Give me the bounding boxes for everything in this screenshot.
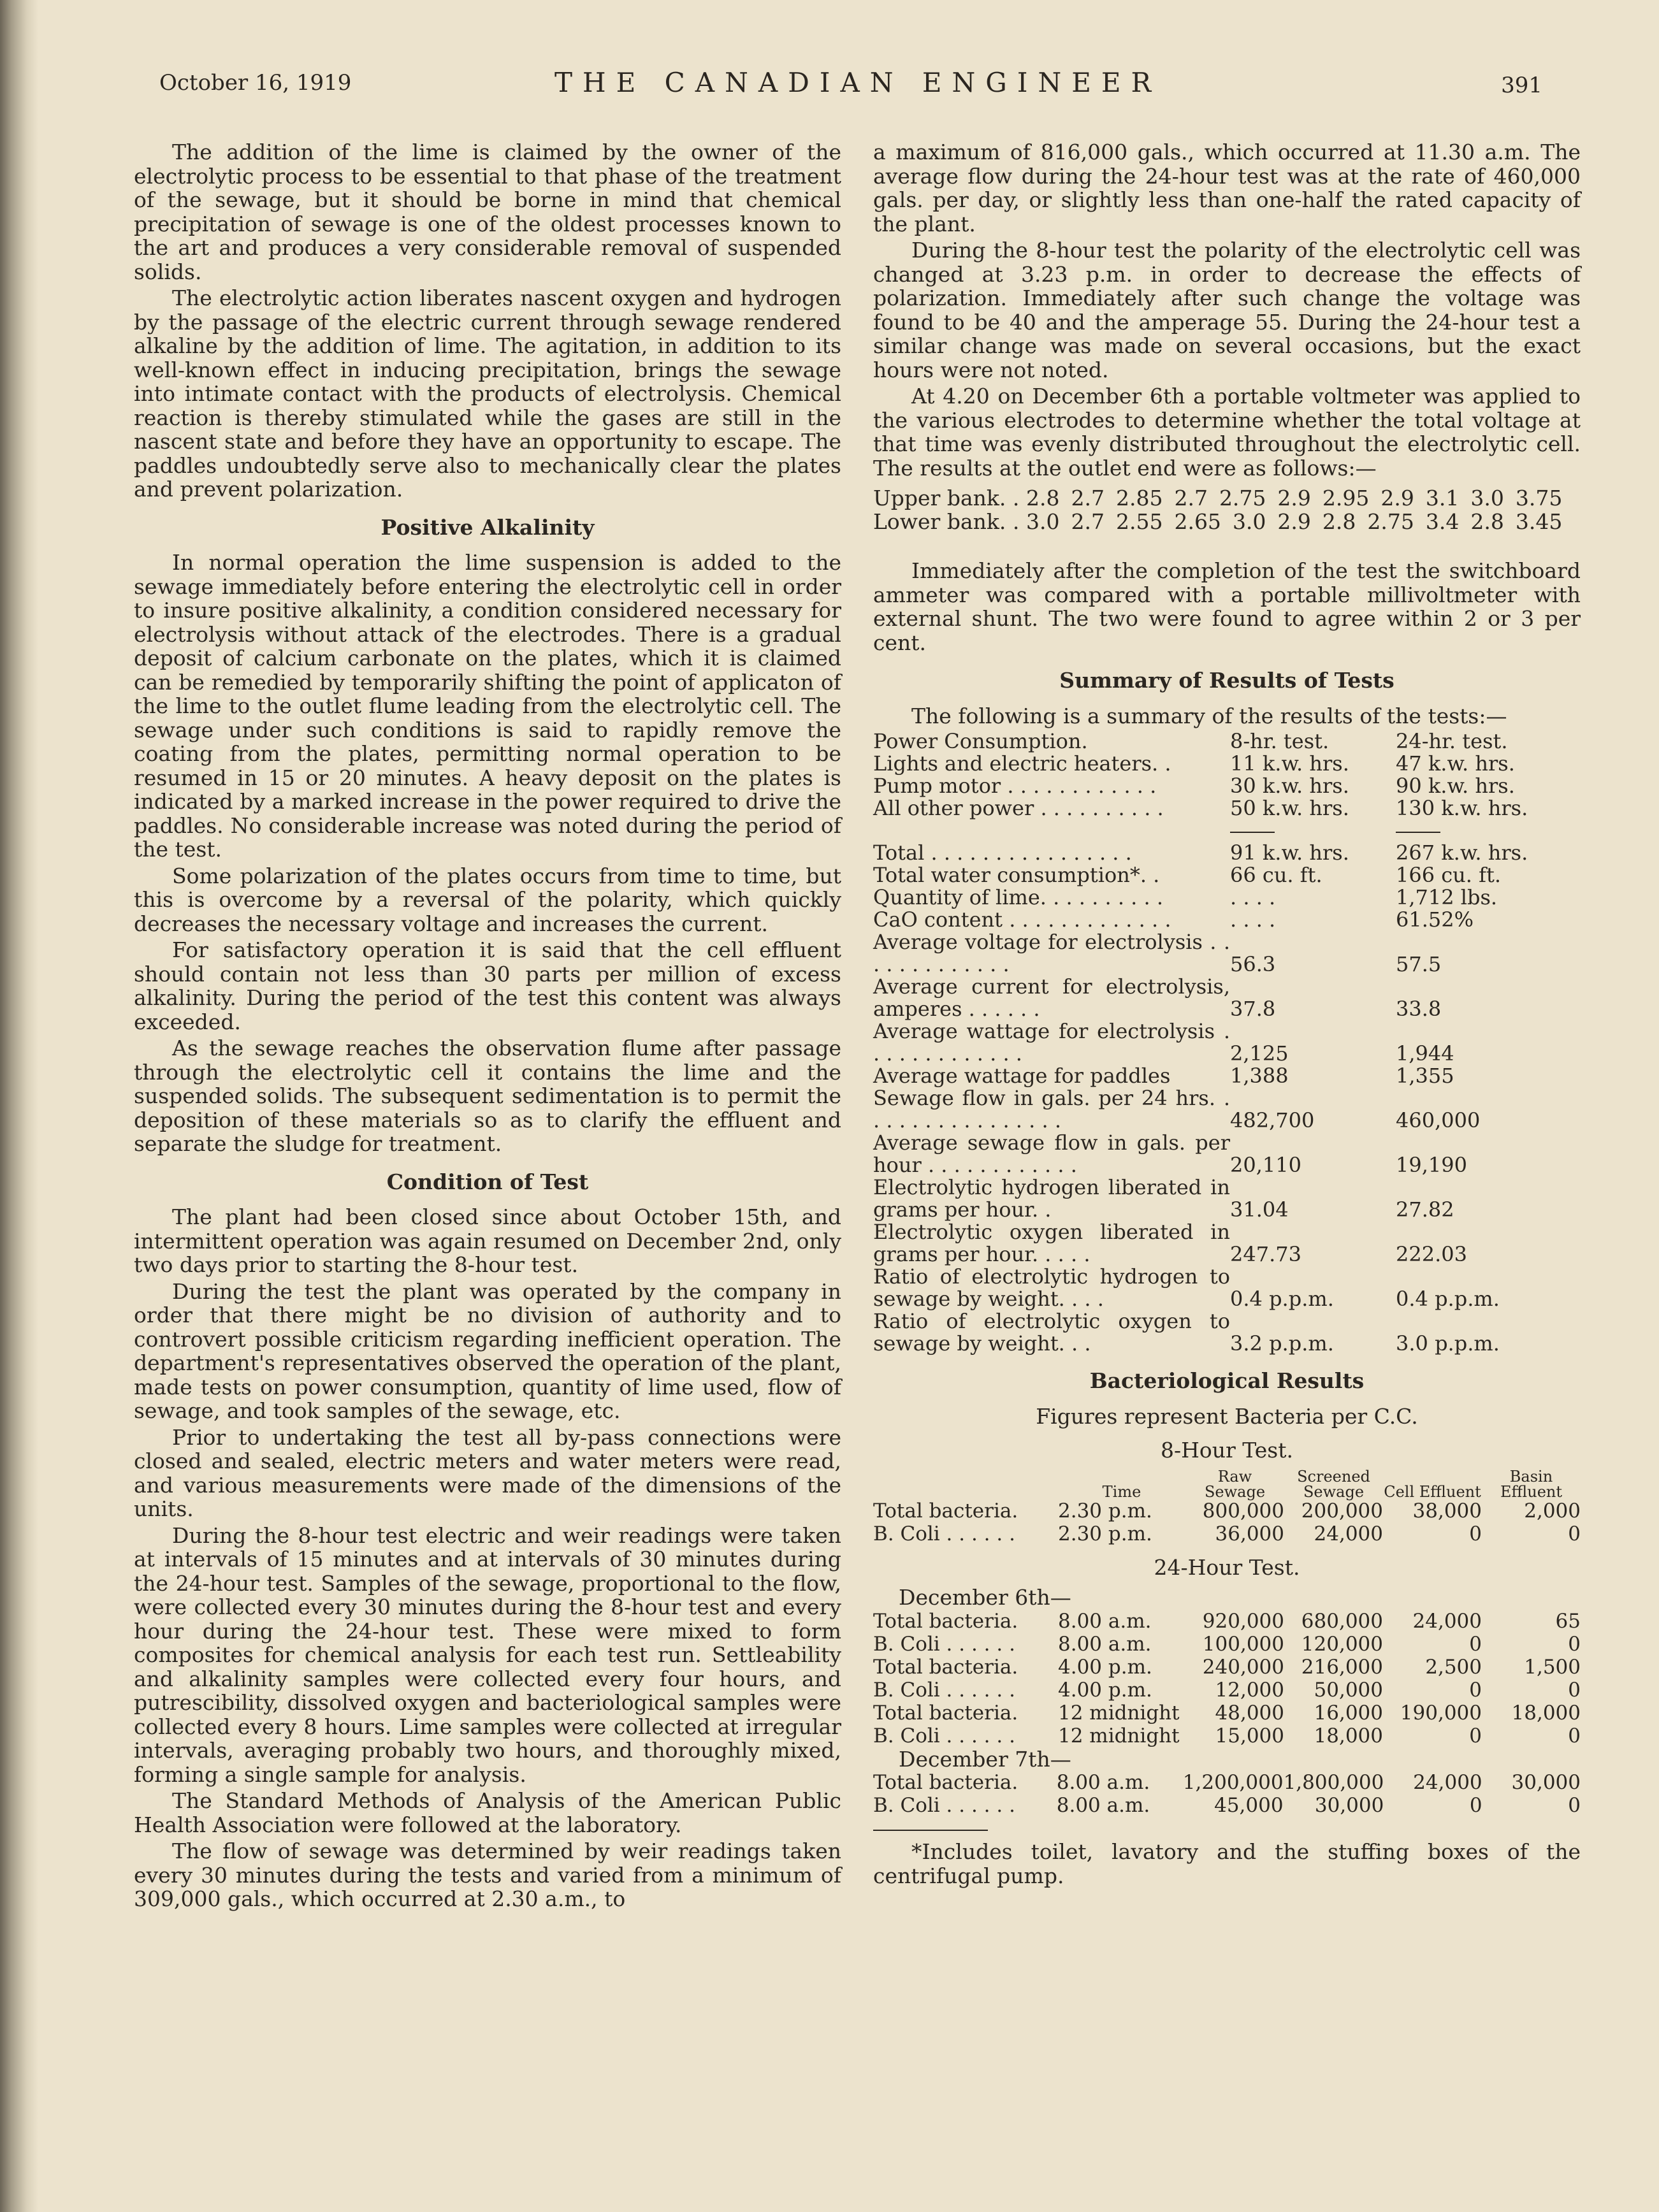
paragraph: a maximum of 816,000 gals., which occurred at 11.30 a.m. The average flow during the 24-hour test was at the rate of 460,000 gals. per day, or slightly less than one-half the rated capacity of the plant. (873, 140, 1581, 236)
total-rule (1230, 832, 1275, 833)
summary-cell: Electrolytic oxygen liberated in grams per hour. . . . . (873, 1220, 1230, 1266)
summary-cell: Total . . . . . . . . . . . . . . . . (873, 841, 1132, 865)
bact-column-header: Screened Sewage (1297, 1467, 1370, 1501)
lower-bank-value: 2.75 (1367, 509, 1414, 534)
summary-cell: Average sewage flow in gals. per hour . . . . . . . . . . . . (873, 1131, 1230, 1177)
bact-column-header: Time (1102, 1482, 1141, 1501)
summary-row (873, 1132, 1568, 1176)
summary-cell: . . . . (1230, 907, 1276, 932)
bact-cell: B. Coli . . . . . . (873, 1794, 1015, 1817)
upper-bank-values (1026, 486, 1562, 510)
summary-row (873, 753, 1568, 775)
bact-cell: 0 (1568, 1724, 1581, 1747)
bact-cell: 0 (1469, 1794, 1482, 1817)
bact-cell: 4.00 p.m. (1058, 1655, 1152, 1679)
summary-row (873, 864, 1568, 886)
paragraph: The electrolytic action liberates nascent oxygen and hydrogen by the passage of the electric current through sewage rendered alkaline by the addition of lime. The agitation, in addition to its well-known effect in inducing precipitation, brings the sewage into intimate contact with the products of electrolysis. Chemical reaction is thereby stimulated while the gases are still in the nascent state and before they have an opportunity to escape. The paddles undoubtedly serve also to mechanically clear the plates and prevent polarization. (134, 286, 841, 502)
bact-row (873, 1702, 1581, 1724)
upper-bank-value: 2.7 (1174, 486, 1208, 510)
bact-column-header: Basin Effluent (1500, 1467, 1562, 1501)
bact-cell: 800,000 (1202, 1499, 1284, 1522)
summary-cell: . . . . (1230, 885, 1276, 909)
summary-cell: 61.52% (1396, 907, 1474, 932)
paragraph: For satisfactory operation it is said that the cell effluent should contain not less than 30 parts per million of excess alkalinity. During the period of the test this content was always exceeded. (134, 937, 841, 1034)
lower-bank-value: 2.8 (1322, 509, 1356, 534)
bact-cell: Total bacteria. (873, 1655, 1018, 1679)
bact-row (873, 1656, 1581, 1679)
summary-cell: 3.0 p.p.m. (1396, 1331, 1500, 1355)
voltmeter-readings (873, 486, 1581, 533)
summary-cell: All other power . . . . . . . . . . (873, 796, 1164, 820)
bact-cell: 0 (1568, 1522, 1581, 1545)
bact-cell: 12,000 (1215, 1678, 1284, 1702)
upper-bank-value: 2.95 (1322, 486, 1370, 510)
left-column (134, 140, 841, 1914)
summary-cell: 460,000 (1396, 1108, 1481, 1132)
bact-cell: 2.30 p.m. (1058, 1522, 1152, 1545)
summary-cell: Electrolytic hydrogen liberated in grams per hour. . (873, 1175, 1230, 1222)
lower-bank-value: 2.7 (1071, 509, 1105, 534)
bact-cell: Total bacteria. (873, 1609, 1018, 1633)
bact-cell: 190,000 (1400, 1701, 1482, 1724)
lower-bank-value: 2.8 (1470, 509, 1504, 534)
dec7-heading: December 7th— (899, 1746, 1071, 1772)
bact-cell: 36,000 (1215, 1522, 1284, 1545)
paragraph: In normal operation the lime suspension is added to the sewage immediately before entering the electrolytic cell in order to insure positive alkalinity, a condition considered necessary for electrolysis without attack of the electrodes. There is a gradual deposit of calcium carbonate on the plates, which it is claimed can be remedied by temporarily shifting the point of applicaton of the lime to the outlet flume leading from the electrolytic cell. The sewage under such conditions is said to rapidly remove the coating from the plates, permitting normal operation to be resumed in 15 or 20 minutes. A heavy deposit on the plates is indicated by a marked increase in the power required to drive the paddles. No considerable increase was noted during the period of the test. (134, 550, 841, 862)
lower-bank-value: 3.4 (1425, 509, 1460, 534)
bact-column-header: Raw Sewage (1204, 1467, 1266, 1501)
bact-cell: 216,000 (1301, 1655, 1383, 1679)
bact-cell: B. Coli . . . . . . (873, 1724, 1015, 1747)
lower-bank-row (873, 510, 1581, 533)
summary-cell: 247.73 (1230, 1242, 1301, 1266)
summary-cell: 11 k.w. hrs. (1230, 751, 1349, 776)
upper-bank-value: 2.8 (1026, 486, 1060, 510)
lower-bank-value: 3.0 (1232, 509, 1266, 534)
total-rule (1396, 832, 1440, 833)
section-heading: Bacteriological Results (1089, 1368, 1365, 1393)
lower-bank-value: 2.9 (1277, 509, 1311, 534)
lower-bank-label: Lower bank. . (873, 509, 1020, 534)
summary-row (873, 1020, 1568, 1065)
upper-bank-value: 2.9 (1277, 486, 1311, 510)
summary-row (873, 909, 1568, 931)
bact-cell: 0 (1469, 1632, 1482, 1656)
summary-cell: Average voltage for electrolysis . . . . . . . . . . . . . (873, 930, 1230, 976)
paragraph: Prior to undertaking the test all by-pass connections were closed and sealed, electric meters and water meters were read, and various measurements were made of the dimensions of the units. (134, 1424, 841, 1521)
section-heading: Summary of Results of Tests (1059, 668, 1395, 693)
bact-cell: B. Coli . . . . . . (873, 1632, 1015, 1656)
bact-cell: 680,000 (1301, 1609, 1383, 1633)
summary-cell: 2,125 (1230, 1041, 1289, 1066)
bact-cell: 0 (1568, 1632, 1581, 1656)
bacteria-table-8hr (873, 1469, 1581, 1545)
summary-cell: Average wattage for paddles (873, 1064, 1171, 1088)
bacteria-table-dec6 (873, 1610, 1581, 1747)
upper-bank-value: 2.9 (1380, 486, 1414, 510)
bact-cell: 16,000 (1314, 1701, 1383, 1724)
summary-cell: 47 k.w. hrs. (1396, 751, 1515, 776)
bact-cell: 0 (1469, 1678, 1482, 1702)
bact-cell: 240,000 (1202, 1655, 1284, 1679)
bact-corner (873, 1469, 1058, 1500)
running-header (108, 64, 1542, 108)
summary-cell: 1,712 lbs. (1396, 885, 1498, 909)
lower-bank-value: 3.45 (1515, 509, 1563, 534)
paragraph: The following is a summary of the results of the tests:— (911, 703, 1507, 728)
bact-cell: 12 midnight (1058, 1724, 1180, 1747)
bact-cell: 8.00 a.m. (1058, 1609, 1152, 1633)
summary-cell: 0.4 p.p.m. (1230, 1287, 1334, 1311)
bact-cell: Total bacteria. (873, 1499, 1018, 1522)
paragraph: The plant had been closed since about October 15th, and intermittent operation was again resumed on December 2nd, only two days prior to starting the 8-hour test. (134, 1204, 841, 1277)
summary-row (873, 797, 1568, 820)
footnote-rule (873, 1830, 988, 1831)
summary-cell: 0.4 p.p.m. (1396, 1287, 1500, 1311)
upper-bank-value: 3.75 (1515, 486, 1563, 510)
bact-cell: 12 midnight (1058, 1701, 1180, 1724)
bact-cell: 8.00 a.m. (1056, 1771, 1150, 1794)
bact-cell: 48,000 (1215, 1701, 1284, 1724)
bact-cell: 24,000 (1314, 1522, 1383, 1545)
bact-cell: 2,000 (1524, 1499, 1581, 1522)
summary-cell: 1,944 (1396, 1041, 1454, 1066)
bact-row (873, 1679, 1581, 1702)
bacteria-caption: Figures represent Bacteria per C.C. (1036, 1403, 1418, 1429)
summary-cell: Average current for electrolysis, amperes . . . . . . (873, 974, 1230, 1021)
bacteria-table-dec7 (873, 1771, 1581, 1817)
summary-cell: Lights and electric heaters. . (873, 751, 1171, 776)
bact-cell: B. Coli . . . . . . (873, 1678, 1015, 1702)
bact-cell: 2.30 p.m. (1058, 1499, 1152, 1522)
summary-rule-row (873, 820, 1568, 842)
upper-bank-row (873, 486, 1581, 510)
lower-bank-value: 2.55 (1115, 509, 1163, 534)
bact-cell: 120,000 (1301, 1632, 1383, 1656)
summary-row (873, 1087, 1568, 1132)
paragraph: During the test the plant was operated by the company in order that there might be no division of authority and to controvert possible criticism regarding inefficient operation. The department's representatives observed the operation of the plant, made tests on power consumption, quantity of lime used, flow of sewage, and took samples of the sewage, etc. (134, 1278, 841, 1423)
header-date: October 16, 1919 (159, 70, 352, 96)
summary-cell: CaO content . . . . . . . . . . . . . (873, 907, 1171, 932)
lower-bank-value: 2.65 (1174, 509, 1221, 534)
bact-row (873, 1771, 1581, 1794)
summary-cell: 267 k.w. hrs. (1396, 841, 1528, 865)
upper-bank-value: 3.0 (1470, 486, 1504, 510)
summary-row (873, 1266, 1568, 1310)
eight-hour-heading: 8-Hour Test. (1161, 1438, 1293, 1463)
summary-cell: 8-hr. test. (1230, 729, 1329, 753)
section-heading: Condition of Test (386, 1169, 589, 1194)
lower-bank-values (1026, 510, 1562, 533)
bact-cell: 4.00 p.m. (1058, 1678, 1152, 1702)
journal-title: THE CANADIAN ENGINEER (554, 67, 1162, 98)
bact-row (873, 1633, 1581, 1656)
bact-cell: Total bacteria. (873, 1701, 1018, 1724)
bact-cell: 0 (1568, 1794, 1581, 1817)
paragraph: The flow of sewage was determined by weir readings taken every 30 minutes during the tests and varied from a minimum of 309,000 gals., which occurred at 2.30 a.m., to (134, 1839, 841, 1911)
summary-cell: 1,388 (1230, 1064, 1289, 1088)
upper-bank-value: 2.75 (1219, 486, 1266, 510)
bact-cell: 18,000 (1511, 1701, 1581, 1724)
summary-cell: 91 k.w. hrs. (1230, 841, 1349, 865)
summary-cell: 166 cu. ft. (1396, 863, 1501, 887)
upper-bank-label: Upper bank. . (873, 486, 1020, 510)
bact-row (873, 1724, 1581, 1747)
journal-page (108, 64, 1581, 2167)
summary-row (873, 1221, 1568, 1266)
paragraph: During the 8-hour test electric and weir readings were taken at intervals of 15 minutes and at intervals of 30 minutes during the 24-hour test. Samples of the sewage, proportional to the flow, were collected every 30 minutes during the 8-hour test and every hour during the 24-hour test. These were mixed to form composites for chemical analysis for each test run. Settleability and alkalinity samples were collected every four hours, and putrescibility, dissolved oxygen and bacteriological samples were collected every 8 hours. Lime samples were collected at irregular intervals, averaging probably two hours, and thoroughly mixed, forming a single sample for analysis. (134, 1522, 841, 1787)
paragraph: The addition of the lime is claimed by the owner of the electrolytic process to be essential to that phase of the treatment of the sewage, but it should be borne in mind that chemical precipitation of sewage is one of the oldest processes known to the art and produces a very considerable removal of suspended solids. (134, 140, 841, 284)
summary-row (873, 1065, 1568, 1087)
summary-row (873, 886, 1568, 909)
summary-header-row (873, 730, 1568, 753)
bact-cell: 38,000 (1412, 1499, 1482, 1522)
summary-cell: 19,190 (1396, 1153, 1467, 1177)
summary-cell: 20,110 (1230, 1153, 1301, 1177)
bact-row (873, 1522, 1581, 1545)
summary-cell: 222.03 (1396, 1242, 1467, 1266)
bact-cell: Total bacteria. (873, 1771, 1018, 1794)
summary-cell: 33.8 (1396, 997, 1442, 1021)
summary-cell: Sewage flow in gals. per 24 hrs. . . . . . . . . . . . . . . . . (873, 1086, 1230, 1132)
dec6-heading: December 6th— (899, 1585, 1071, 1610)
bact-cell: 24,000 (1413, 1771, 1482, 1794)
paragraph: The Standard Methods of Analysis of the American Public Health Association were followed at the laboratory. (134, 1788, 841, 1837)
upper-bank-value: 3.1 (1425, 486, 1460, 510)
bact-cell: 1,800,000 (1283, 1771, 1384, 1794)
right-column (873, 140, 1581, 1890)
bact-cell: 45,000 (1214, 1794, 1284, 1817)
bact-cell: 50,000 (1314, 1678, 1383, 1702)
bact-row (873, 1794, 1581, 1817)
summary-cell: Average wattage for electrolysis . . . . . . . . . . . . . (873, 1019, 1230, 1066)
bact-cell: 100,000 (1202, 1632, 1284, 1656)
lower-bank-value: 3.0 (1026, 509, 1060, 534)
summary-cell: 37.8 (1230, 997, 1276, 1021)
summary-row (873, 931, 1568, 976)
summary-cell: Power Consumption. (873, 729, 1088, 753)
bact-cell: 15,000 (1215, 1724, 1284, 1747)
summary-table (873, 730, 1568, 1355)
paragraph: During the 8-hour test the polarity of the electrolytic cell was changed at 3.23 p.m. in order to decrease the effects of polarization. Immediately after such change the voltage was found to be 40 and the amperage 55. During the 24-hour test a similar change was made on several occasions, but the exact hours were not noted. (873, 238, 1581, 382)
summary-cell: 57.5 (1396, 952, 1442, 976)
upper-bank-value: 2.7 (1071, 486, 1105, 510)
summary-row (873, 1176, 1568, 1221)
summary-cell: Pump motor . . . . . . . . . . . . (873, 774, 1157, 798)
paragraph: As the sewage reaches the observation flume after passage through the electrolytic cell it contains the lime and the suspended solids. The subsequent sedimentation is to permit the deposition of these materials so as to clarify the effluent and separate the sludge for treatment. (134, 1036, 841, 1156)
summary-cell: 30 k.w. hrs. (1230, 774, 1349, 798)
summary-row (873, 976, 1568, 1020)
bact-cell: 1,200,000 (1182, 1771, 1284, 1794)
section-heading: Positive Alkalinity (380, 514, 595, 540)
bact-cell: 30,000 (1314, 1794, 1384, 1817)
bact-cell: 0 (1469, 1724, 1482, 1747)
paragraph: At 4.20 on December 6th a portable voltmeter was applied to the various electrodes to determine whether the total voltage at that time was evenly distributed throughout the electrolytic cell. The results at the outlet end were as follows:— (873, 384, 1581, 481)
bact-cell: B. Coli . . . . . . (873, 1522, 1015, 1545)
bact-cell: 8.00 a.m. (1056, 1794, 1150, 1817)
bact-cell: 18,000 (1314, 1724, 1383, 1747)
paragraph: Some polarization of the plates occurs from time to time, but this is overcome by a reversal of the polarity, which quickly decreases the necessary voltage and increases the current. (134, 863, 841, 936)
bact-cell: 1,500 (1524, 1655, 1581, 1679)
bact-row (873, 1500, 1581, 1522)
summary-cell: Total water consumption*. . (873, 863, 1160, 887)
summary-cell: 130 k.w. hrs. (1396, 796, 1528, 820)
bact-cell: 2,500 (1425, 1655, 1482, 1679)
summary-cell: Ratio of electrolytic hydrogen to sewage by weight. . . . (873, 1264, 1230, 1311)
summary-cell: Quantity of lime. . . . . . . . . . (873, 885, 1164, 909)
summary-total-row (873, 842, 1568, 864)
summary-row (873, 775, 1568, 797)
bact-cell: 65 (1555, 1609, 1581, 1633)
page-number: 391 (1501, 73, 1542, 98)
summary-cell: Ratio of electrolytic oxygen to sewage by weight. . . (873, 1309, 1230, 1355)
summary-cell: 1,355 (1396, 1064, 1454, 1088)
bact-cell: 200,000 (1301, 1499, 1383, 1522)
summary-cell: 482,700 (1230, 1108, 1315, 1132)
bact-cell: 24,000 (1412, 1609, 1482, 1633)
bact-cell: 0 (1469, 1522, 1482, 1545)
bact-column-header: Cell Effluent (1384, 1482, 1481, 1501)
twentyfour-hour-heading: 24-Hour Test. (1154, 1554, 1300, 1580)
bact-row (873, 1610, 1581, 1633)
summary-cell: 27.82 (1396, 1197, 1454, 1222)
page-gutter-shadow (0, 0, 38, 2212)
summary-cell: 31.04 (1230, 1197, 1289, 1222)
summary-cell: 90 k.w. hrs. (1396, 774, 1515, 798)
summary-cell: 66 cu. ft. (1230, 863, 1322, 887)
summary-cell: 56.3 (1230, 952, 1276, 976)
summary-row (873, 1310, 1568, 1355)
upper-bank-value: 2.85 (1115, 486, 1163, 510)
summary-cell: 3.2 p.p.m. (1230, 1331, 1334, 1355)
paragraph: Immediately after the completion of the test the switchboard ammeter was compared with a portable millivoltmeter with external shunt. The two were found to agree within 2 or 3 per cent. (873, 558, 1581, 655)
bact-cell: 30,000 (1511, 1771, 1581, 1794)
bact-cell: 8.00 a.m. (1058, 1632, 1152, 1656)
summary-cell: 50 k.w. hrs. (1230, 796, 1349, 820)
summary-cell: 24-hr. test. (1396, 729, 1508, 753)
bact-cell: 920,000 (1202, 1609, 1284, 1633)
bact-cell: 0 (1568, 1678, 1581, 1702)
footnote: *Includes toilet, lavatory and the stuffing boxes of the centrifugal pump. (873, 1839, 1581, 1888)
